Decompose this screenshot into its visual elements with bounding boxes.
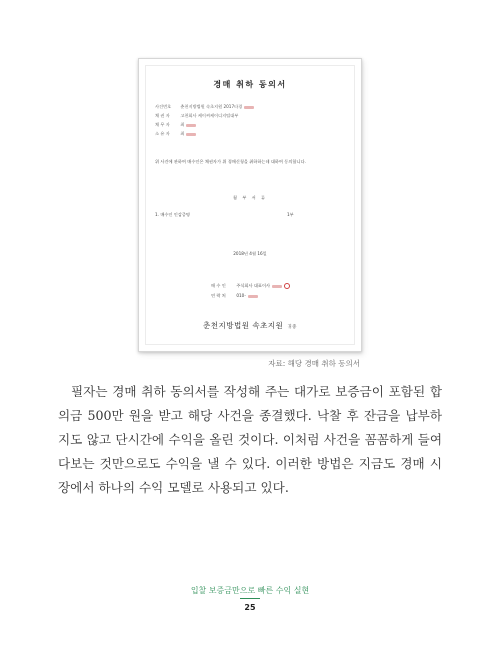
field-key: 소 유 자 — [155, 131, 170, 136]
masked-value — [272, 285, 282, 288]
signature-contact — [211, 293, 258, 299]
image-caption: 자료: 해당 경매 취하 동의서 — [268, 359, 360, 368]
field-debtor — [155, 122, 196, 128]
court-suffix: 귀중 — [287, 325, 298, 330]
field-key: 채 무 자 — [155, 122, 170, 127]
signature-label: 매 수 인 — [211, 283, 226, 288]
field-value: 최 — [180, 131, 185, 136]
document-attachment: 1. 매수인 인감증명 — [155, 212, 190, 217]
body-paragraph: 필자는 경매 취하 동의서를 작성해 주는 대가로 보증금이 포함된 합의금 500만 원을 받고 해당 사건을 종결했다. 낙찰 후 잔금을 납부하지도 않고 단시간에 수익을 올린 것이다. 이처럼 사건을 꼼꼼하게 들여다보는 것만으로도 수익을 낼 수 있다. 이러한 방법은 지금도 경매 시장에서 하나의 수익 모델로 사용되고 있다. — [58, 384, 442, 495]
contact-label: 연 락 처 — [211, 293, 226, 298]
field-value: 최 — [180, 122, 185, 127]
contact-value: 010- — [236, 293, 246, 298]
field-creditor — [155, 113, 238, 119]
masked-value — [248, 295, 258, 298]
document-sub-heading: 첨 부 서 류 — [232, 195, 268, 200]
running-title: 입찰 보증금만으로 빠른 수익 실현 — [190, 586, 310, 595]
document-title: 경매 취하 동의서 — [213, 79, 287, 89]
document-court — [139, 320, 361, 331]
field-key: 사건번호 — [155, 104, 172, 109]
signature-buyer — [211, 283, 292, 289]
masked-value — [186, 124, 196, 127]
court-name: 춘천지방법원 속초지원 — [202, 321, 284, 330]
running-title-rule — [240, 598, 260, 599]
field-value: 춘천지방법원 속초지원 2017타경 — [180, 104, 243, 109]
signature-value: 주식회사 대표이사 — [236, 283, 271, 288]
document-image — [138, 58, 362, 352]
seal-icon — [284, 283, 290, 289]
document-attachment-unit: 1부 — [287, 212, 294, 217]
page-number: 25 — [244, 603, 256, 612]
field-key: 채 권 자 — [155, 113, 170, 118]
document-body-text: 위 사건에 관하여 매수인은 채권자가 위 경매신청을 취하하는데 대하여 동의합니다. — [155, 159, 306, 164]
masked-value — [186, 133, 196, 136]
field-owner — [155, 131, 196, 137]
field-value: 고천회사 케이씨케이디지털대부 — [180, 113, 239, 118]
field-case-number — [155, 104, 254, 110]
document-date: 2018년 4월 16일 — [233, 251, 267, 256]
masked-value — [244, 106, 254, 109]
